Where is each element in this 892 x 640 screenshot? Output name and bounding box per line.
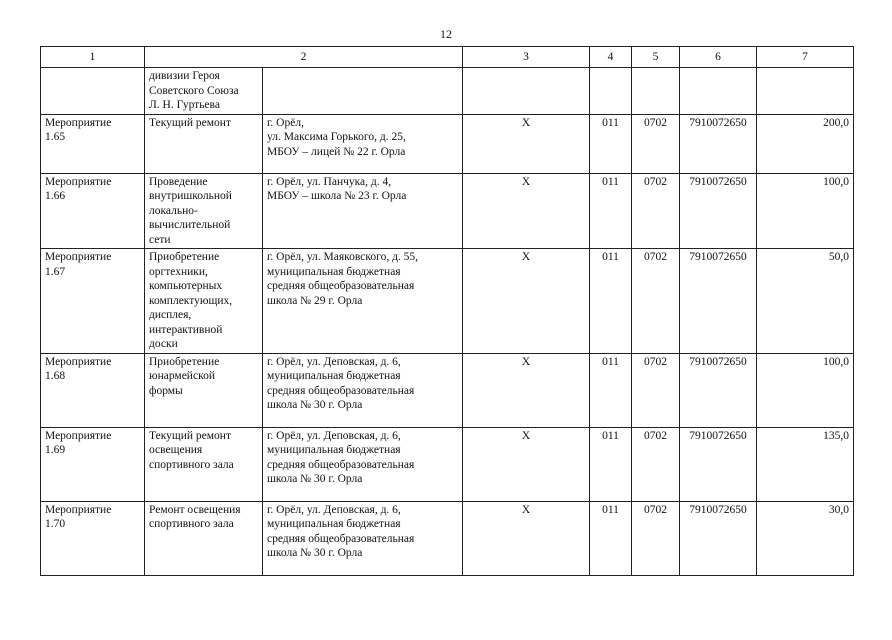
cell-line: Мероприятие (45, 429, 112, 442)
table-header-row (41, 47, 854, 68)
cell-line: муниципальная бюджетная (267, 518, 401, 530)
col5-cell: 0702 (632, 114, 680, 173)
cell-line: ул. Максима Горького, д. 25, (267, 131, 406, 143)
col5-cell: 0702 (632, 501, 680, 575)
col5-cell: 0702 (632, 353, 680, 427)
cell-line: компьютерных (149, 280, 223, 292)
cell-line: г. Орёл, ул. Панчука, д. 4, (267, 175, 392, 188)
cell-line: муниципальная бюджетная (267, 444, 401, 456)
col3-cell: X (463, 173, 590, 249)
col6-cell: 7910072650 (680, 427, 757, 501)
cell-line: г. Орёл, (267, 116, 304, 129)
cell-line: 1.67 (45, 265, 66, 278)
header-cell-1: 1 (41, 47, 145, 68)
event-cell (41, 173, 145, 249)
name-line: Л. Н. Гуртьева (149, 99, 220, 111)
col4-cell: 011 (590, 114, 632, 173)
col4-cell: 011 (590, 353, 632, 427)
col5-cell: 0702 (632, 249, 680, 354)
col5-cell: 0702 (632, 427, 680, 501)
header-cell-4: 4 (590, 47, 632, 68)
col6-cell: 7910072650 (680, 249, 757, 354)
cell-line: 1.68 (45, 370, 66, 382)
cell-line: освещения (149, 444, 203, 456)
amount-cell: 100,0 (757, 353, 854, 427)
cell-line: Мероприятие (45, 503, 112, 516)
cell-line: спортивного зала (149, 458, 234, 471)
cell-line: г. Орёл, ул. Деповская, д. 6, (267, 429, 401, 442)
continuation-amount-cell (757, 68, 854, 115)
cell-line: Мероприятие (45, 251, 112, 263)
col4-cell: 011 (590, 501, 632, 575)
cell-line: Текущий ремонт (149, 429, 231, 442)
name-cell (145, 173, 263, 249)
amount-cell: 135,0 (757, 427, 854, 501)
cell-line: муниципальная бюджетная (267, 370, 401, 382)
address-cell (263, 501, 463, 575)
cell-line: средняя общеобразовательная (267, 384, 415, 397)
continuation-col5-cell (632, 68, 680, 115)
cell-line: 1.65 (45, 131, 66, 143)
name-cell (145, 249, 263, 354)
header-cell-5: 5 (632, 47, 680, 68)
table-row (41, 114, 854, 173)
cell-line: Мероприятие (45, 175, 112, 188)
continuation-col4-cell (590, 68, 632, 115)
col6-cell: 7910072650 (680, 114, 757, 173)
cell-line: муниципальная бюджетная (267, 265, 401, 278)
continuation-event-cell (41, 68, 145, 115)
amount-cell: 200,0 (757, 114, 854, 173)
event-cell (41, 114, 145, 173)
continuation-col3-cell (463, 68, 590, 115)
header-cell-7: 7 (757, 47, 854, 68)
header-cell-6: 6 (680, 47, 757, 68)
cell-line: доски (149, 338, 178, 350)
event-cell (41, 353, 145, 427)
cell-line: интерактивной (149, 323, 223, 336)
cell-line: Приобретение (149, 251, 220, 263)
cell-line: 1.69 (45, 444, 66, 456)
col6-cell: 7910072650 (680, 501, 757, 575)
page-number: 12 (440, 27, 452, 41)
cell-line: 1.66 (45, 190, 66, 202)
cell-line: локально- (149, 204, 198, 217)
continuation-name-cell (145, 68, 263, 115)
address-cell (263, 427, 463, 501)
cell-line: г. Орёл, ул. Маяковского, д. 55, (267, 251, 419, 263)
col6-cell: 7910072650 (680, 353, 757, 427)
event-cell (41, 501, 145, 575)
event-cell (41, 249, 145, 354)
col5-cell: 0702 (632, 173, 680, 249)
col3-cell: X (463, 353, 590, 427)
cell-line: средняя общеобразовательная (267, 532, 415, 545)
col4-cell: 011 (590, 427, 632, 501)
amount-cell: 50,0 (757, 249, 854, 354)
cell-line: Ремонт освещения (149, 503, 241, 516)
event-cell (41, 427, 145, 501)
header-cell-3: 3 (463, 47, 590, 68)
cell-line: формы (149, 384, 183, 397)
cell-line: сети (149, 233, 171, 246)
col3-cell: X (463, 249, 590, 354)
cell-line: Текущий ремонт (149, 116, 231, 129)
cell-line: Приобретение (149, 355, 220, 368)
table-row (41, 427, 854, 501)
table-row (41, 353, 854, 427)
amount-cell: 100,0 (757, 173, 854, 249)
cell-line: г. Орёл, ул. Деповская, д. 6, (267, 503, 401, 516)
cell-line: школа № 30 г. Орла (267, 399, 363, 411)
name-cell (145, 114, 263, 173)
name-cell (145, 427, 263, 501)
col4-cell: 011 (590, 249, 632, 354)
address-cell (263, 173, 463, 249)
name-cell (145, 501, 263, 575)
name-line: Советского Союза (149, 84, 239, 97)
continuation-row (41, 68, 854, 115)
col6-cell: 7910072650 (680, 173, 757, 249)
cell-line: дисплея, (149, 309, 192, 321)
col3-cell: X (463, 427, 590, 501)
cell-line: комплектующих, (149, 294, 233, 307)
address-cell (263, 353, 463, 427)
address-cell (263, 249, 463, 354)
cell-line: 1.70 (45, 518, 66, 530)
col3-cell: X (463, 114, 590, 173)
table-row (41, 501, 854, 575)
cell-line: вычислительной (149, 219, 231, 231)
cell-line: школа № 30 г. Орла (267, 547, 363, 559)
cell-line: средняя общеобразовательная (267, 280, 415, 292)
cell-line: школа № 29 г. Орла (267, 294, 363, 307)
amount-cell: 30,0 (757, 501, 854, 575)
cell-line: школа № 30 г. Орла (267, 473, 363, 485)
table-row (41, 173, 854, 249)
address-cell (263, 114, 463, 173)
continuation-col6-cell (680, 68, 757, 115)
header-cell-2: 2 (145, 47, 463, 68)
document-table (40, 46, 854, 576)
cell-line: средняя общеобразовательная (267, 458, 415, 471)
cell-line: Проведение (149, 175, 208, 188)
cell-line: внутришкольной (149, 190, 232, 202)
cell-line: оргтехники, (149, 265, 208, 278)
cell-line: МБОУ – школа № 23 г. Орла (267, 190, 407, 202)
cell-line: Мероприятие (45, 116, 112, 129)
name-line: дивизии Героя (149, 70, 220, 82)
col4-cell: 011 (590, 173, 632, 249)
cell-line: спортивного зала (149, 518, 234, 530)
cell-line: Мероприятие (45, 355, 112, 368)
table-row (41, 249, 854, 354)
continuation-address-cell (263, 68, 463, 115)
cell-line: г. Орёл, ул. Деповская, д. 6, (267, 355, 401, 368)
cell-line: юнармейской (149, 370, 215, 382)
cell-line: МБОУ – лицей № 22 г. Орла (267, 145, 406, 158)
col3-cell: X (463, 501, 590, 575)
name-cell (145, 353, 263, 427)
